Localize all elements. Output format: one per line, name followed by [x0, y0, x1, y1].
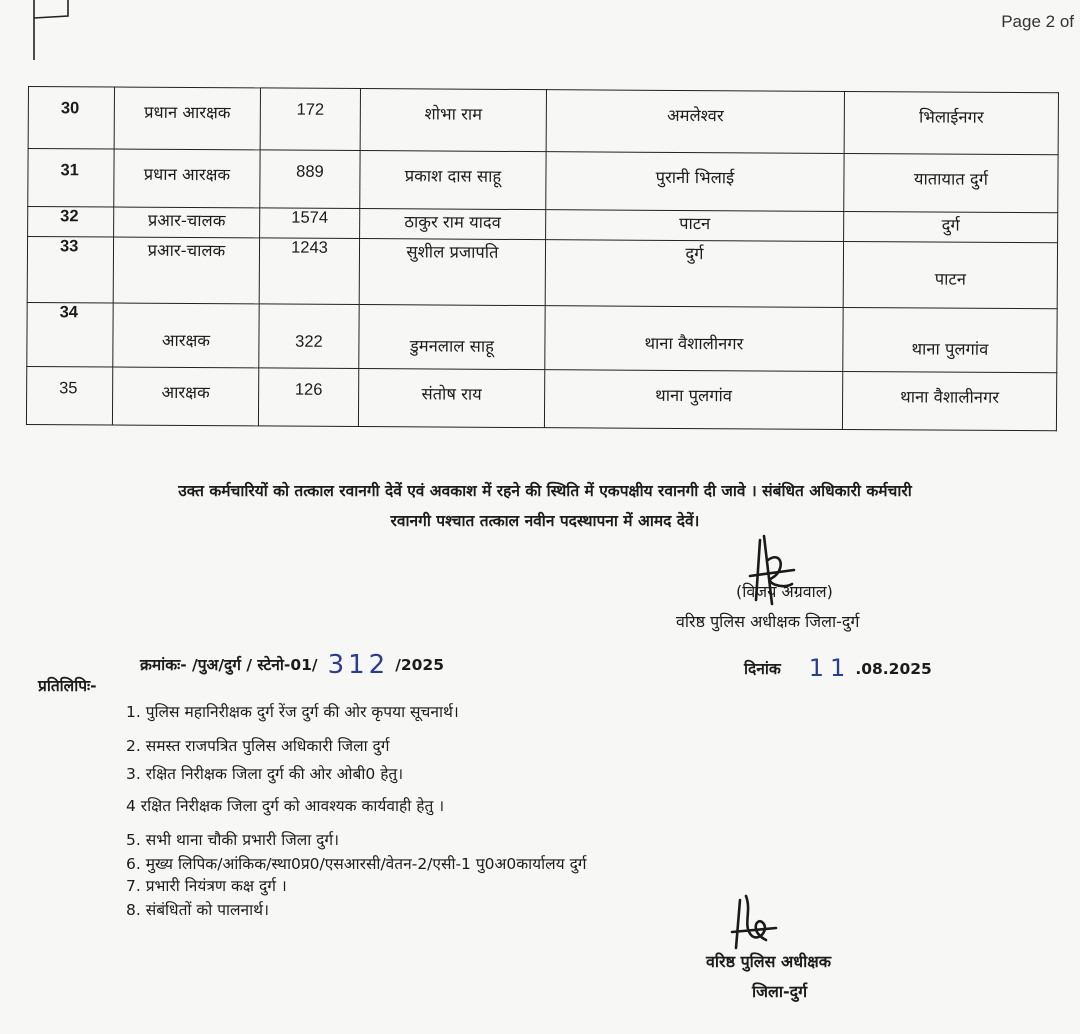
name-cell: संतोष राय [358, 369, 544, 428]
to-posting-cell: भिलाईनगर [844, 91, 1058, 154]
page-number: Page 2 of [1001, 12, 1074, 31]
name-cell: सुशील प्रजापति [359, 239, 545, 306]
badge-number-cell: 1574 [260, 208, 360, 239]
serial-cell: 35 [26, 366, 112, 425]
rank-cell: प्रधान आरक्षक [114, 149, 260, 208]
rank-cell: आरक्षक [113, 303, 259, 368]
order-date [744, 654, 932, 682]
order-instruction-line: उक्त कर्मचारियों को तत्काल रवानगी देवें एवं अवकाश में रहने की स्थिति में एकपक्षीय रवानगी दी जावे । संबंधित अधिकारी कर्मचारी [178, 482, 912, 500]
badge-number-cell: 1243 [259, 238, 359, 305]
transfer-table [26, 86, 1059, 431]
serial-cell: 31 [28, 149, 114, 208]
copy-to-label: प्रतिलिपिः- [38, 677, 97, 695]
to-posting-cell: यातायात दुर्ग [844, 153, 1058, 212]
copy-to-item: 1. पुलिस महानिरीक्षक दुर्ग रेंज दुर्ग की ओर कृपया सूचनार्थ। [126, 703, 459, 721]
from-posting-cell: थाना वैशालीनगर [545, 306, 843, 372]
from-posting-cell: दुर्ग [545, 240, 843, 308]
signature-mark [742, 530, 802, 620]
name-cell: ठाकुर राम यादव [360, 209, 546, 240]
order-reference [140, 650, 444, 680]
badge-number-cell: 889 [260, 150, 360, 209]
copy-to-item: 3. रक्षित निरीक्षक जिला दुर्ग की ओर ओबी0 हेतु। [126, 765, 404, 783]
copy-to-list [126, 700, 587, 922]
badge-number-cell: 172 [260, 88, 360, 151]
order-reference-prefix: क्रमांकः- /पुअ/दुर्ग / स्टेनो-01/ [140, 656, 318, 674]
officer-designation: वरिष्ठ पुलिस अधीक्षक जिला-दुर्ग [676, 612, 860, 631]
table-row [26, 366, 1056, 430]
copy-to-item: 4 रक्षित निरीक्षक जिला दुर्ग को आवश्यक कार्यवाही हेतु । [126, 797, 445, 815]
serial-cell: 32 [28, 207, 114, 238]
handwritten-day: 11 [808, 654, 852, 682]
copy-to-item: 7. प्रभारी नियंत्रण कक्ष दुर्ग । [126, 877, 287, 895]
from-posting-cell: पुरानी भिलाई [546, 152, 844, 212]
table-row [27, 302, 1057, 372]
badge-number-cell: 126 [258, 368, 358, 427]
rank-cell: आरक्षक [112, 367, 258, 426]
name-cell: डुमनलाल साहू [359, 305, 545, 370]
date-month-year: .08.2025 [855, 660, 932, 678]
badge-number-cell: 322 [259, 304, 359, 369]
name-cell: शोभा राम [360, 89, 546, 152]
from-posting-cell: थाना पुलगांव [544, 370, 842, 430]
order-reference-year: /2025 [395, 656, 445, 674]
name-cell: प्रकाश दास साहू [360, 151, 546, 210]
to-posting-cell: पाटन [843, 241, 1057, 308]
copy-to-item: 8. संबंधितों को पालनार्थ। [126, 901, 269, 919]
table-row [27, 237, 1057, 309]
rank-cell: प्रधान आरक्षक [114, 87, 260, 150]
copy-to-item: 2. समस्त राजपत्रित पुलिस अधिकारी जिला दुर्ग [126, 737, 390, 755]
handwritten-order-number: 312 [327, 650, 390, 680]
date-label: दिनांक [744, 660, 781, 678]
closing-designation: वरिष्ठ पुलिस अधीक्षक [706, 952, 832, 971]
officer-name: (विजय अग्रवाल) [736, 582, 833, 601]
to-posting-cell: थाना पुलगांव [843, 307, 1057, 372]
table-row [28, 87, 1058, 155]
from-posting-cell: पाटन [546, 210, 844, 242]
serial-cell: 34 [27, 302, 113, 367]
serial-cell: 33 [27, 237, 113, 304]
from-posting-cell: अमलेश्वर [546, 90, 844, 154]
rank-cell: प्रआर-चालक [114, 207, 260, 238]
to-posting-cell: थाना वैशालीनगर [842, 371, 1056, 430]
serial-cell: 30 [28, 87, 114, 150]
order-instruction-line: रवानगी पश्चात तत्काल नवीन पदस्थापना में आमद देवें। [390, 512, 700, 530]
table-row [28, 149, 1058, 213]
corner-mark [28, 0, 74, 62]
closing-district: जिला-दुर्ग [752, 982, 808, 1001]
rank-cell: प्रआर-चालक [113, 237, 259, 304]
to-posting-cell: दुर्ग [844, 211, 1058, 242]
copy-to-item: 6. मुख्य लिपिक/आंकिक/स्था0प्र0/एसआरसी/वेतन-2/एसी-1 पु0अ0कार्यालय दुर्ग [126, 855, 587, 873]
copy-to-item: 5. सभी थाना चौकी प्रभारी जिला दुर्ग। [126, 831, 340, 849]
order-instruction [40, 476, 1050, 536]
